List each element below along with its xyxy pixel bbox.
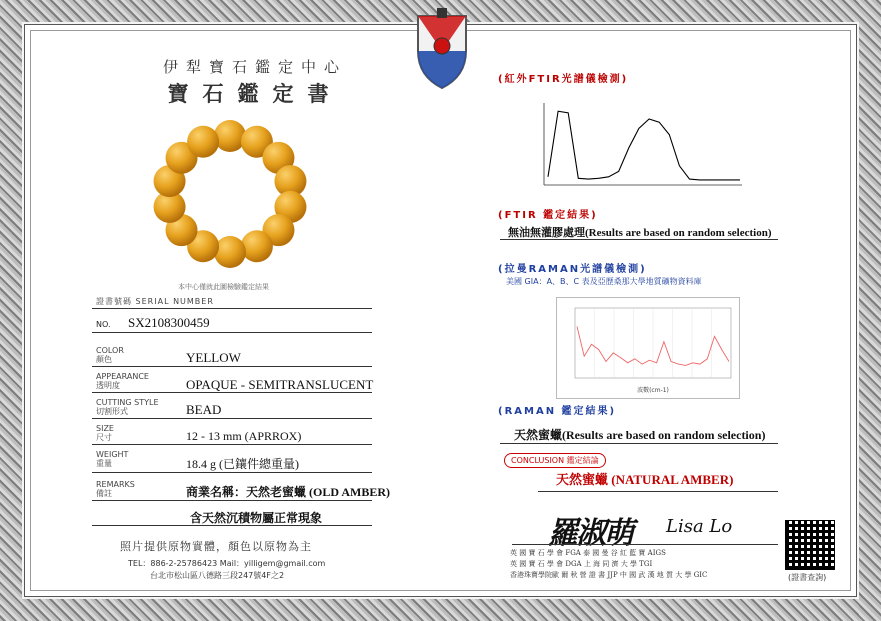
- serial-number: SX2108300459: [128, 315, 210, 330]
- credential-line: 英 國 寶 石 學 會 FGA 泰 國 曼 谷 紅 藍 寶 AIGS: [510, 549, 666, 557]
- appearance-value: OPAQUE - SEMITRANSLUCENT: [186, 377, 374, 392]
- cutting-style-value: BEAD: [186, 402, 222, 417]
- weight-label-en: WEIGHT: [96, 450, 129, 459]
- raman-result: 天然蜜蠟(Results are based on random selection): [514, 428, 766, 442]
- cutting-style-label-zh: 切割形式: [96, 407, 128, 416]
- weight-value: 18.4 g (已鑲件總重量): [186, 457, 299, 471]
- footer-note: 照片提供原物實體，顏色以原物為主: [120, 540, 312, 553]
- serial-divider: [92, 308, 372, 309]
- conclusion-value: 天然蜜蠟 (NATURAL AMBER): [556, 472, 734, 487]
- footer-contact: TEL：886-2-25786423 Mail：yilligem@gmail.com: [128, 559, 326, 568]
- qr-label: (證書查詢): [788, 573, 827, 582]
- ftir-result: 無油無灌膠處理(Results are based on random selection): [508, 227, 772, 239]
- ftir-series-line: [548, 111, 740, 180]
- ftir-result-title: (FTIR 鑑定結果): [498, 210, 598, 221]
- conclusion-divider: [538, 491, 778, 492]
- size-label-zh: 尺寸: [96, 433, 112, 442]
- raman-chart: [557, 298, 739, 398]
- crest-logo-icon: [410, 6, 474, 96]
- amber-bead: [241, 230, 273, 262]
- amber-bead: [187, 126, 219, 158]
- ftir-chart: [520, 95, 750, 195]
- ftir-title: (紅外FTIR光譜儀檢測): [498, 74, 629, 85]
- cutting-style-label-en: CUTTING STYLE: [96, 398, 159, 407]
- color-label-en: COLOR: [96, 346, 124, 355]
- raman-x-axis-label: 波數(cm-1): [637, 387, 669, 394]
- photo-caption: 本中心僅就此圖檢驗鑑定結果: [178, 283, 269, 291]
- serial-number-divider: [92, 332, 372, 333]
- qr-code-icon[interactable]: [785, 520, 835, 570]
- credential-line: 英 國 寶 石 學 會 DGA 上 海 同 濟 大 學 TGI: [510, 560, 653, 568]
- size-value: 12 - 13 mm (APRROX): [186, 429, 302, 443]
- appearance-label-zh: 透明度: [96, 381, 120, 390]
- color-value: YELLOW: [186, 350, 241, 365]
- conclusion-label: CONCLUSION 鑑定結論: [504, 453, 606, 468]
- signature-line: [512, 544, 778, 545]
- amber-bead: [214, 236, 246, 268]
- remarks-extra-divider: [92, 525, 372, 526]
- org-name: 伊犁寶石鑑定中心: [162, 58, 347, 76]
- size-divider: [92, 444, 372, 445]
- appearance-label-en: APPEARANCE: [96, 372, 149, 381]
- remarks-label-en: REMARKS: [96, 480, 135, 489]
- appearance-divider: [92, 392, 372, 393]
- raman-result-divider: [500, 443, 778, 444]
- color-label-zh: 顏色: [96, 355, 112, 364]
- raman-note: 美國 GIA：A、B、C 表及亞歷桑那大學地質礦物資料庫: [506, 277, 702, 286]
- signature-english: Lisa Lo: [666, 516, 733, 537]
- raman-result-title: (RAMAN 鑑定結果): [498, 406, 617, 417]
- amber-bead: [214, 120, 246, 152]
- raman-chart-box: [556, 297, 740, 399]
- remarks-extra: 含天然沉積物屬正常現象: [190, 511, 323, 525]
- remarks-divider: [92, 500, 372, 501]
- ftir-result-divider: [500, 239, 778, 240]
- document-title: 寶石鑑定書: [167, 82, 343, 106]
- signature-chinese: 羅淑萌: [548, 516, 632, 551]
- serial-label: 證書號碼 SERIAL NUMBER: [96, 297, 214, 306]
- remarks-label-zh: 備註: [96, 489, 112, 498]
- bracelet-photo: [140, 112, 320, 277]
- credentials-list: [510, 548, 707, 581]
- size-label-en: SIZE: [96, 424, 114, 433]
- raman-title: (拉曼RAMAN光譜儀檢測): [498, 264, 647, 275]
- remarks-value: 商業名稱：天然老蜜蠟 (OLD AMBER): [186, 485, 391, 499]
- weight-label-zh: 重量: [96, 459, 112, 468]
- footer-address: 台北市松山區八德路三段247號4F之2: [150, 571, 285, 580]
- cutting-style-divider: [92, 418, 372, 419]
- serial-prefix: NO.: [96, 320, 111, 329]
- credential-line: 香港珠寶學院歐 爾 秋 營 證 書 JJP 中 國 武 漢 地 質 大 學 GIC: [510, 571, 708, 579]
- weight-divider: [92, 472, 372, 473]
- color-divider: [92, 366, 372, 367]
